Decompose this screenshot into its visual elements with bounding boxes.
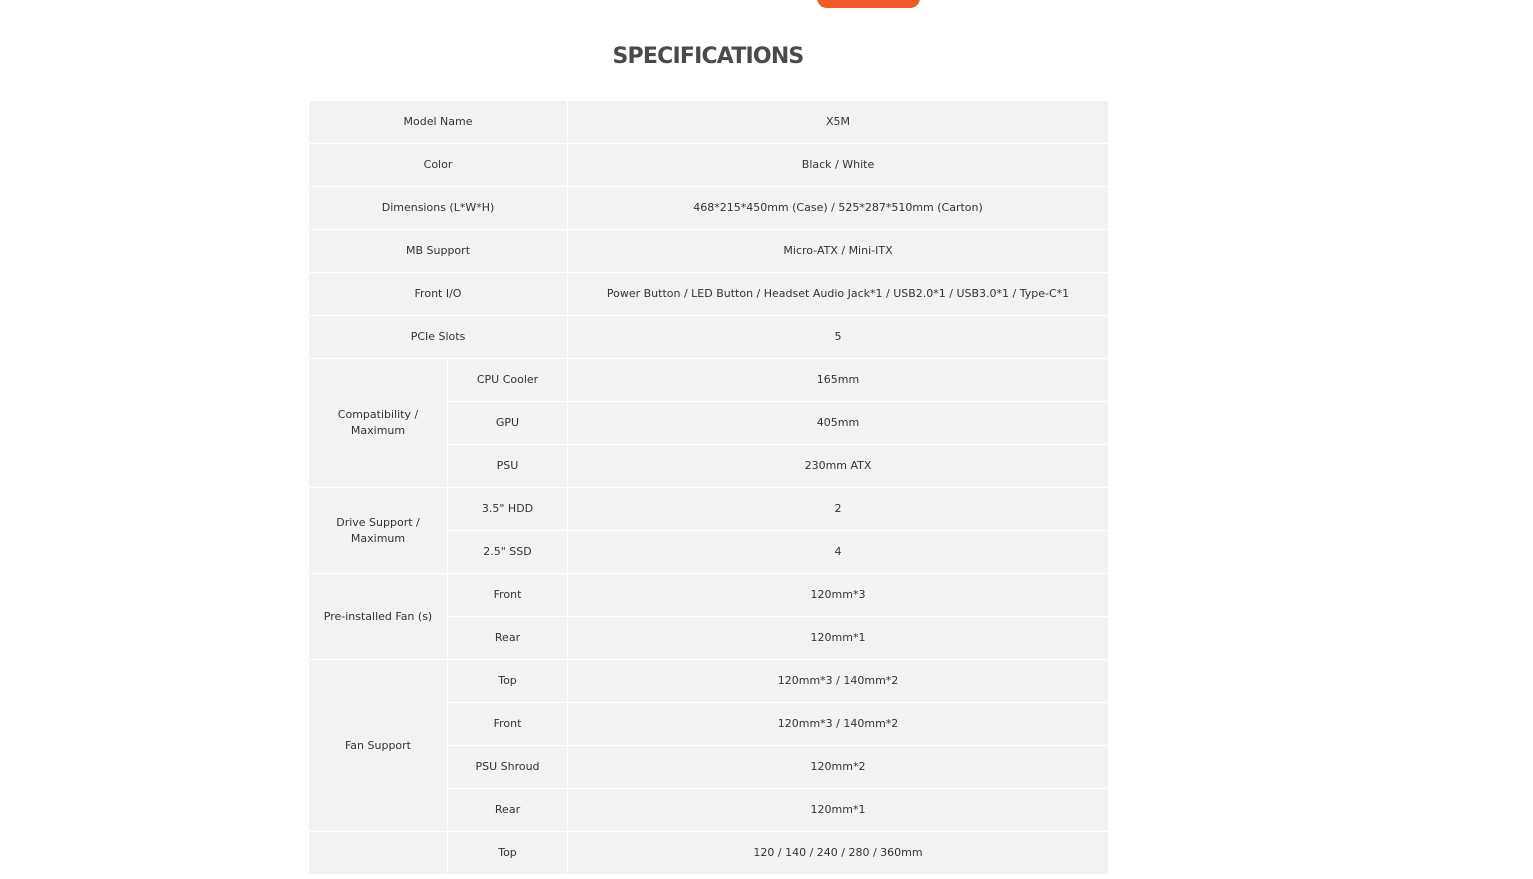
spec-value: 120mm*3 / 140mm*2 xyxy=(568,703,1109,746)
spec-label: Color xyxy=(309,144,568,187)
spec-value: 230mm ATX xyxy=(568,445,1109,488)
spec-label: PCIe Slots xyxy=(309,316,568,359)
spec-value: 165mm xyxy=(568,359,1109,402)
spec-label: MB Support xyxy=(309,230,568,273)
spec-label: Dimensions (L*W*H) xyxy=(309,187,568,230)
spec-sublabel: 3.5" HDD xyxy=(448,488,568,531)
spec-value: Black / White xyxy=(568,144,1109,187)
spec-group-label xyxy=(309,832,448,875)
spec-value: 405mm xyxy=(568,402,1109,445)
spec-value: 120mm*1 xyxy=(568,617,1109,660)
spec-value: 120mm*3 / 140mm*2 xyxy=(568,660,1109,703)
spec-value: Power Button / LED Button / Headset Audio Jack*1 / USB2.0*1 / USB3.0*1 / Type-C*1 xyxy=(568,273,1109,316)
spec-sublabel: Top xyxy=(448,660,568,703)
table-row xyxy=(309,488,1109,531)
spec-value: 2 xyxy=(568,488,1109,531)
spec-sublabel: Rear xyxy=(448,789,568,832)
table-row xyxy=(309,359,1109,402)
spec-value: 5 xyxy=(568,316,1109,359)
table-row xyxy=(309,144,1109,187)
orange-top-button[interactable] xyxy=(817,0,920,8)
spec-sublabel: PSU xyxy=(448,445,568,488)
spec-sublabel: GPU xyxy=(448,402,568,445)
spec-sublabel: CPU Cooler xyxy=(448,359,568,402)
table-row xyxy=(309,660,1109,703)
table-row xyxy=(309,101,1109,144)
spec-value: 120 / 140 / 240 / 280 / 360mm xyxy=(568,832,1109,875)
table-row xyxy=(309,187,1109,230)
spec-label: Model Name xyxy=(309,101,568,144)
spec-value: 120mm*1 xyxy=(568,789,1109,832)
spec-group-label: Fan Support xyxy=(309,660,448,832)
spec-sublabel: 2.5" SSD xyxy=(448,531,568,574)
spec-value: X5M xyxy=(568,101,1109,144)
page-title: SPECIFICATIONS xyxy=(612,44,804,69)
spec-value: Micro-ATX / Mini-ITX xyxy=(568,230,1109,273)
spec-value: 120mm*3 xyxy=(568,574,1109,617)
spec-sublabel: Front xyxy=(448,703,568,746)
spec-sublabel: Front xyxy=(448,574,568,617)
spec-sublabel: Top xyxy=(448,832,568,875)
spec-value: 4 xyxy=(568,531,1109,574)
spec-value: 120mm*2 xyxy=(568,746,1109,789)
spec-value: 468*215*450mm (Case) / 525*287*510mm (Carton) xyxy=(568,187,1109,230)
table-row xyxy=(309,230,1109,273)
specifications-table xyxy=(308,100,1109,875)
table-row xyxy=(309,273,1109,316)
spec-group-label: Compatibility / Maximum xyxy=(309,359,448,488)
spec-group-label: Drive Support / Maximum xyxy=(309,488,448,574)
spec-sublabel: PSU Shroud xyxy=(448,746,568,789)
table-row xyxy=(309,574,1109,617)
spec-sublabel: Rear xyxy=(448,617,568,660)
spec-label: Front I/O xyxy=(309,273,568,316)
table-row xyxy=(309,316,1109,359)
table-row xyxy=(309,832,1109,875)
spec-group-label: Pre-installed Fan (s) xyxy=(309,574,448,660)
